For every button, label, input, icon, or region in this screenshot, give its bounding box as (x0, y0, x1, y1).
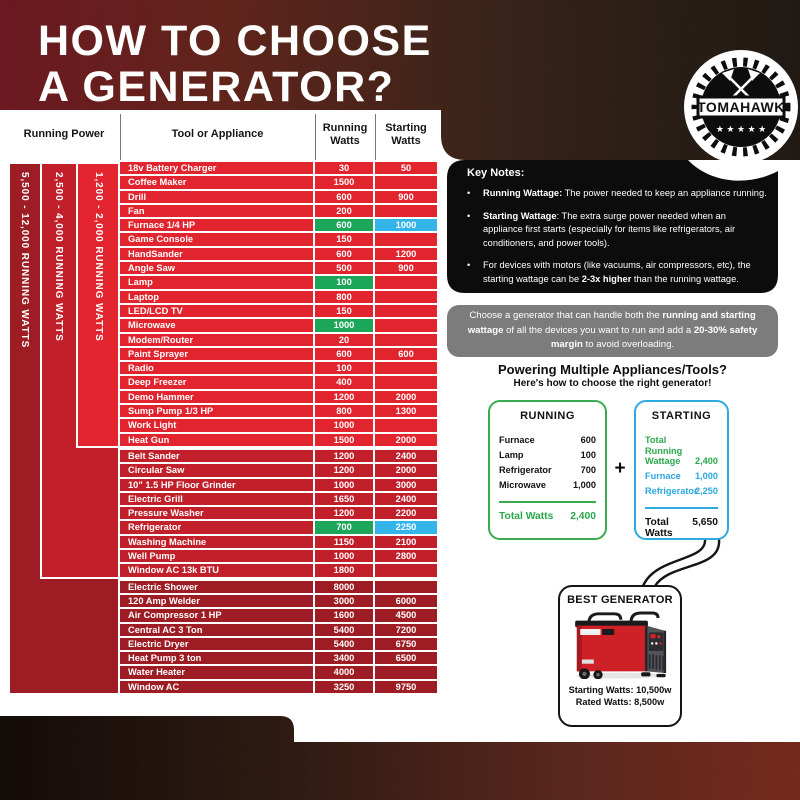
cell-appliance: Heat Gun (128, 434, 170, 445)
running-card-total (499, 511, 596, 522)
table-row (120, 219, 437, 233)
cell-running-watts: 4000 (313, 666, 373, 678)
table-row (120, 391, 437, 405)
best-generator-title: BEST GENERATOR (567, 594, 673, 606)
cell-starting-watts (373, 564, 437, 576)
cell-appliance: Electric Dryer (128, 638, 189, 649)
cell-running-watts: 800 (313, 405, 373, 417)
table-row (120, 581, 437, 595)
cell-running-watts: 1000 (313, 550, 373, 562)
cell-appliance: LED/LCD TV (128, 305, 183, 316)
cell-running-watts: 1200 (313, 391, 373, 403)
cell-running-watts: 20 (313, 334, 373, 346)
cell-starting-watts: 1300 (373, 405, 437, 417)
table-row (120, 638, 437, 652)
cell-running-watts: 150 (313, 233, 373, 245)
cell-appliance: Air Compressor 1 HP (128, 610, 222, 621)
cell-starting-watts (373, 334, 437, 346)
card-item (645, 486, 718, 497)
cell-appliance: Lamp (128, 277, 153, 288)
starting-card-title: STARTING (651, 410, 712, 422)
table-row (120, 595, 437, 609)
cell-appliance: HandSander (128, 248, 183, 259)
divider-line (499, 501, 596, 503)
cell-appliance: Central AC 3 Ton (128, 624, 203, 635)
cell-running-watts: 1200 (313, 507, 373, 519)
generator-rated-watts: Rated Watts: 8,500w (575, 697, 665, 707)
cell-appliance: Furnace 1/4 HP (128, 220, 196, 231)
advice-text: Choose a generator that can handle both the running and starting wattage of all the devices you want to run and add a 20-30% safety margin to avoid overloading. (467, 310, 758, 351)
cell-starting-watts (373, 376, 437, 388)
key-notes-title: Key Notes: (467, 167, 525, 179)
running-card-title: RUNNING (520, 410, 575, 422)
cell-running-watts: 400 (313, 376, 373, 388)
cell-starting-watts: 2400 (373, 450, 437, 462)
key-note-item (467, 259, 767, 286)
cell-starting-watts (373, 319, 437, 331)
cell-appliance: Microwave (128, 320, 176, 331)
table-row (120, 362, 437, 376)
cell-appliance: Deep Freezer (128, 377, 187, 388)
cell-running-watts: 3250 (313, 681, 373, 693)
cell-running-watts: 1200 (313, 450, 373, 462)
cell-running-watts: 150 (313, 305, 373, 317)
cell-appliance: Game Console (128, 234, 194, 245)
cell-starting-watts: 9750 (373, 681, 437, 693)
cell-starting-watts: 2400 (373, 493, 437, 505)
cell-starting-watts (373, 205, 437, 217)
power-bar-label: 2,500 - 4,000 RUNNING WATTS (53, 172, 64, 342)
cell-running-watts: 100 (313, 362, 373, 374)
item-value: 1,000 (573, 480, 596, 490)
cell-running-watts: 700 (313, 521, 373, 533)
cell-running-watts: 1000 (313, 419, 373, 431)
cell-appliance: Heat Pump 3 ton (128, 653, 202, 664)
table-row (120, 666, 437, 680)
cell-running-watts: 5400 (313, 638, 373, 650)
cell-starting-watts: 4500 (373, 609, 437, 621)
key-note-item (467, 210, 767, 251)
cell-running-watts: 600 (313, 219, 373, 231)
cell-running-watts: 1150 (313, 536, 373, 548)
cell-appliance: Electric Shower (128, 581, 198, 592)
cell-appliance: Pressure Washer (128, 508, 204, 519)
cell-starting-watts: 3000 (373, 479, 437, 491)
table-row (120, 507, 437, 521)
table-row (120, 191, 437, 205)
cell-starting-watts: 2100 (373, 536, 437, 548)
table-row (120, 450, 437, 464)
card-item (499, 465, 596, 476)
cell-appliance: Laptop (128, 291, 159, 302)
header-divider (375, 114, 376, 160)
cell-appliance: Belt Sander (128, 450, 180, 461)
cell-starting-watts: 2200 (373, 507, 437, 519)
table-row (120, 233, 437, 247)
header-running-watts: Running Watts (322, 122, 368, 147)
cell-running-watts: 30 (313, 162, 373, 174)
table-row (120, 536, 437, 550)
cell-running-watts: 1000 (313, 479, 373, 491)
table-row (120, 348, 437, 362)
page-title (38, 18, 432, 110)
cell-appliance: Refrigerator (128, 522, 182, 533)
cell-starting-watts (373, 419, 437, 431)
cell-starting-watts: 7200 (373, 624, 437, 636)
key-note-item (467, 187, 767, 201)
cell-appliance: Window AC 13k BTU (128, 565, 219, 576)
starting-card-items (645, 435, 718, 497)
table-row (120, 550, 437, 564)
generator-starting-watts: Starting Watts: 10,500w (568, 685, 672, 695)
table-row (120, 419, 437, 433)
cell-starting-watts: 2000 (373, 464, 437, 476)
starting-card-total (645, 517, 718, 539)
cell-running-watts: 100 (313, 276, 373, 288)
header-tool-appliance: Tool or Appliance (171, 128, 264, 140)
table-row (120, 205, 437, 219)
cell-running-watts: 1650 (313, 493, 373, 505)
header-starting-watts: Starting Watts (385, 122, 427, 147)
cell-appliance: Paint Sprayer (128, 348, 188, 359)
cell-appliance: Modem/Router (128, 334, 194, 345)
total-value: 5,650 (692, 516, 718, 528)
cell-starting-watts: 1000 (373, 219, 437, 231)
cell-starting-watts (373, 291, 437, 303)
cell-starting-watts: 900 (373, 191, 437, 203)
cell-running-watts: 1000 (313, 319, 373, 331)
cell-running-watts: 1600 (313, 609, 373, 621)
cell-running-watts: 1200 (313, 464, 373, 476)
cell-starting-watts: 6750 (373, 638, 437, 650)
table-row (120, 521, 437, 535)
logo-stars: ★ ★ ★ ★ ★ (715, 124, 767, 134)
table-row (120, 493, 437, 507)
cell-starting-watts: 600 (373, 348, 437, 360)
cell-starting-watts: 2000 (373, 434, 437, 446)
running-card-items (499, 435, 596, 491)
item-value: 700 (580, 465, 596, 475)
bullet-icon: • (467, 260, 471, 270)
generator-image (565, 607, 675, 679)
table-row (120, 681, 437, 695)
cell-appliance: 18v Battery Charger (128, 163, 217, 173)
cell-appliance: Window AC (128, 681, 180, 692)
table-row (120, 334, 437, 348)
cell-appliance: Water Heater (128, 667, 186, 678)
item-value: 1,000 (695, 471, 718, 481)
table-row (120, 248, 437, 262)
power-bar-label: 1,200 - 2,000 RUNNING WATTS (93, 172, 104, 342)
table-row (120, 652, 437, 666)
cell-appliance: 10" 1.5 HP Floor Grinder (128, 479, 236, 490)
table-row (120, 162, 437, 176)
divider-line (645, 507, 718, 509)
total-label: Total Watts (499, 510, 554, 522)
bullet-icon: • (467, 188, 471, 198)
running-watts-card (488, 400, 607, 540)
cell-starting-watts (373, 666, 437, 678)
page-title-line2: A GENERATOR? (38, 63, 395, 111)
cell-running-watts: 1800 (313, 564, 373, 576)
cell-running-watts: 800 (313, 291, 373, 303)
cell-starting-watts (373, 233, 437, 245)
cell-starting-watts (373, 581, 437, 593)
cell-starting-watts (373, 362, 437, 374)
table-row (120, 609, 437, 623)
card-item (499, 480, 596, 491)
cell-appliance: Fan (128, 205, 145, 216)
item-name: Total Running Wattage (645, 435, 683, 466)
table-row (120, 262, 437, 276)
item-name: Microwave (499, 480, 546, 490)
cell-starting-watts: 50 (373, 162, 437, 174)
key-note-text: Running Wattage: The power needed to keep an appliance running. (483, 188, 767, 198)
cell-running-watts: 600 (313, 248, 373, 260)
header-divider (315, 114, 316, 160)
header-running-power: Running Power (23, 128, 105, 140)
cell-appliance: Work Light (128, 420, 177, 431)
item-value: 600 (580, 435, 596, 445)
cell-starting-watts: 2250 (373, 521, 437, 533)
table-row (120, 434, 437, 448)
appliance-table (120, 162, 437, 695)
table-row (120, 319, 437, 333)
cell-appliance: Coffee Maker (128, 177, 187, 188)
table-row (120, 624, 437, 638)
cell-starting-watts: 6500 (373, 652, 437, 664)
item-name: Lamp (499, 450, 524, 460)
cell-running-watts: 600 (313, 348, 373, 360)
key-note-text: Starting Wattage: The extra surge power needed when an appliance first starts (especially for items like refrigerators, air conditioners, and power tools). (483, 210, 736, 248)
table-row (120, 176, 437, 190)
cell-starting-watts: 2000 (373, 391, 437, 403)
section-subheading: Here's how to choose the right generator! (513, 378, 712, 389)
key-notes-list (467, 187, 767, 295)
cell-running-watts: 3000 (313, 595, 373, 607)
header-divider (120, 114, 121, 160)
cell-appliance: Angle Saw (128, 263, 176, 274)
item-name: Refrigerator (645, 486, 698, 496)
table-row (120, 291, 437, 305)
item-value: 100 (580, 450, 596, 460)
cell-appliance: Sump Pump 1/3 HP (128, 406, 214, 417)
cell-appliance: 120 Amp Welder (128, 595, 200, 606)
cell-appliance: Electric Grill (128, 493, 183, 504)
page-title-line1: HOW TO CHOOSE (38, 17, 432, 65)
best-generator-card (558, 585, 682, 727)
item-value: 2,400 (695, 456, 718, 466)
starting-watts-card (634, 400, 729, 540)
cell-running-watts: 3400 (313, 652, 373, 664)
cell-appliance: Well Pump (128, 551, 176, 562)
plus-sign: + (614, 458, 626, 479)
section-heading: Powering Multiple Appliances/Tools? (498, 362, 727, 377)
cell-appliance: Washing Machine (128, 536, 207, 547)
card-item (499, 450, 596, 461)
card-item (499, 435, 596, 446)
key-note-text: For devices with motors (like vacuums, air compressors, etc), the starting wattage can be 2-3x higher than the running wattage. (483, 260, 751, 284)
item-value: 2,250 (695, 486, 718, 496)
tomahawk-logo (684, 50, 798, 164)
cell-appliance: Circular Saw (128, 465, 185, 476)
cell-starting-watts: 1200 (373, 248, 437, 260)
total-label: Total Watts (645, 516, 673, 539)
advice-box (447, 305, 778, 357)
cell-running-watts: 500 (313, 262, 373, 274)
cell-starting-watts: 2800 (373, 550, 437, 562)
table-row (120, 464, 437, 478)
cell-running-watts: 1500 (313, 434, 373, 446)
item-name: Furnace (645, 471, 681, 481)
cell-running-watts: 5400 (313, 624, 373, 636)
table-row (120, 564, 437, 578)
cell-starting-watts (373, 176, 437, 188)
tomahawk-badge-icon (684, 50, 798, 164)
cell-starting-watts (373, 276, 437, 288)
cell-running-watts: 600 (313, 191, 373, 203)
logo-brand-text: TOMAHAWK (697, 99, 785, 115)
cell-running-watts: 1500 (313, 176, 373, 188)
table-row (120, 479, 437, 493)
power-bar-label: 5,500 - 12,000 RUNNING WATTS (19, 172, 30, 349)
cell-starting-watts (373, 305, 437, 317)
cell-starting-watts: 900 (373, 262, 437, 274)
item-name: Refrigerator (499, 465, 552, 475)
card-item (645, 471, 718, 482)
cell-starting-watts: 6000 (373, 595, 437, 607)
table-row (120, 376, 437, 390)
table-row (120, 276, 437, 290)
cell-appliance: Demo Hammer (128, 391, 194, 402)
cell-appliance: Radio (128, 363, 154, 374)
table-row (120, 405, 437, 419)
card-item (645, 435, 718, 467)
cell-running-watts: 200 (313, 205, 373, 217)
total-value: 2,400 (570, 510, 596, 522)
table-row (120, 305, 437, 319)
item-name: Furnace (499, 435, 535, 445)
cell-appliance: Drill (128, 191, 147, 202)
bullet-icon: • (467, 210, 471, 221)
cell-running-watts: 8000 (313, 581, 373, 593)
